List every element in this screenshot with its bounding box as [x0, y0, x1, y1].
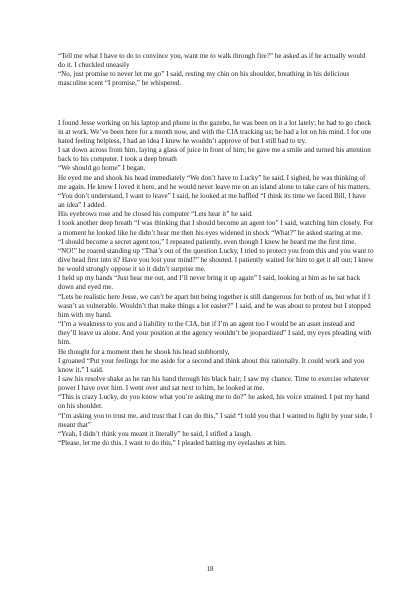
paragraph: His eyebrows rose and he closed his computer “Lets hear it” he said.: [58, 210, 253, 219]
paragraph: “Please, let me do this. I want to do this,” I pleaded batting my eyelashes at him.: [58, 439, 287, 448]
paragraph: “NO!” he roared standing up “That’s out of the question Lucky, I tried to protect you from this and you want to dive head first into it? Have you lost your mind?” he shouted. I patiently waited for him to get it all out; I knew he would strongly oppose it so it didn’t surprise me.: [58, 246, 374, 274]
paragraph: I took another deep breath “I was thinking that I should become an agent too” I said, watching him closely. For a moment he looked like he didn’t hear me then his eyes widened in shock “What?” he asked staring at me.: [58, 219, 374, 237]
paragraph: “I should become a secret agent too,” I repeated patiently, even though I knew he heard me the first time.: [58, 237, 357, 246]
paragraph: He thought for a moment then he shook his head stubbornly,: [58, 347, 230, 356]
paragraph: He eyed me and shook his head immediately “We don’t have to Lucky” he said, I sighed, he was thinking of me again. He knew I loved it here, and he would never leave me on an island alone to take care of his matters.: [58, 173, 371, 191]
paragraph: “You don’t understand, I want to leave” I said, he looked at me baffled “I think its time we faced Bill, I have an idea” I added.: [58, 191, 366, 210]
paragraph: I groaned “Put your feelings for me aside for a second and think about this rationally. It could work and you know it,” I said.: [58, 356, 365, 374]
paragraph: “We should go home” I began.: [58, 164, 146, 173]
document-body: [58, 52, 374, 448]
paragraph: I held up my hands “Just hear me out, and I’ll never bring it up again” I said, looking at him as he sat back down and eyed me.: [58, 274, 361, 292]
paragraph: “This is crazy Lucky, do you know what you’re asking me to do?” he asked, his voice strained. I put my hand on his shoulder.: [58, 393, 370, 411]
section-break: [58, 89, 374, 119]
paragraph: “Tell me what I have to do to convince you, want me to walk through fire?” he asked as if he actually would do it. I chuckled uneasily: [58, 52, 366, 70]
page-number: 18: [206, 565, 214, 573]
paragraph: I sat down across from him, laying a glass of juice in front of him; he gave me a smile and turned his attention back to his computer. I took a deep breath: [58, 146, 371, 164]
paragraph: I found Jesse working on his laptop and phone in the gazebo, he was been on it a lot lately; he had to go check in at work. We’ve been here for a month now, and with the CIA tracking us; he had a lot on his mind. I for one hated feeling helpless, I had an idea I knew he wouldn’t approve of but I still had to try.: [58, 118, 372, 145]
paragraph: “Lets be realistic here Jesse, we can’t be apart but being together is still dangerous for both of us, but what if I wasn’t as vulnerable. Wouldn’t that make things a lot easier?” I said, and he was about to protest but I stopped him with my hand.: [58, 292, 371, 319]
paragraph: “Yeah, I didn’t think you meant it literally” he said, I stifled a laugh.: [58, 429, 252, 438]
paragraph: “I’m a weakness to you and a liability to the CIA, but if I’m an agent too I would be an asset instead and they’ll leave us alone. And your position at the agency wouldn’t be jeopardized” I said, my eyes pleading with him.: [58, 320, 372, 347]
paragraph: “No, just promise to never let me go” I said, resting my chin on his shoulder, breathing in his delicious masculine scent “I promise,” he whispered.: [58, 70, 350, 88]
paragraph: “I’m asking you to trust me, and trust that I can do this,” I said “I told you that I wanted to fight by your side, I meant that”: [58, 411, 373, 429]
paragraph: I saw his resolve shake as he ran his hand through his black hair; I saw my chance. Time to exercise whatever power I have over him. I went over and sat next to him, he looked at me.: [58, 375, 370, 393]
